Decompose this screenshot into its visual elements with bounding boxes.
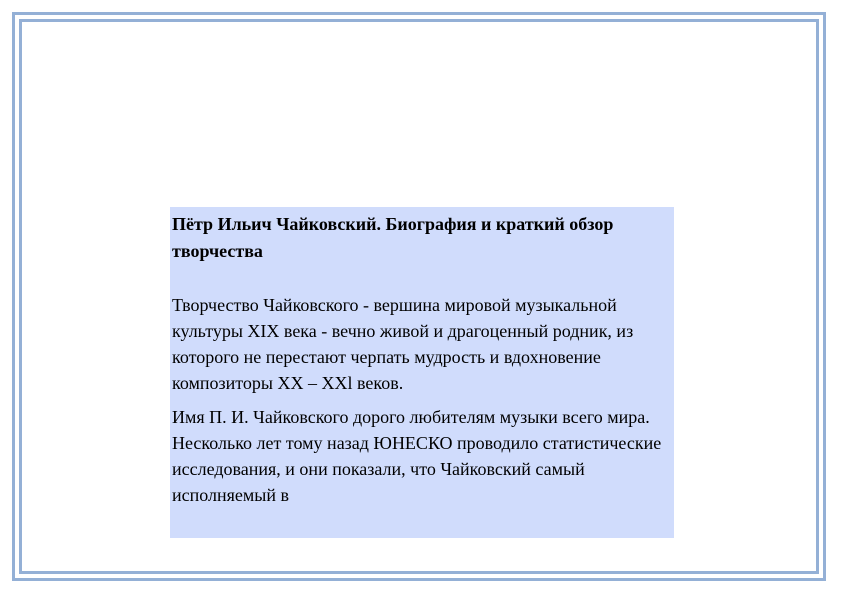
text-block	[170, 207, 674, 538]
paragraph-unesco: Имя П. И. Чайковского дорого любителям музыки всего мира. Несколько лет тому назад ЮНЕСКО проводило статистические исследования, и они показали, что Чайковский самый исполняемый в	[172, 407, 662, 505]
paragraph-intro: Творчество Чайковского - вершина мировой музыкальной культуры XIX века - вечно живой и драгоценный родник, из которого не перестают черпать мудрость и вдохновение композиторы XX – XXl веков.	[172, 295, 634, 393]
document-title: Пётр Ильич Чайковский. Биография и краткий обзор творчества	[172, 214, 614, 261]
